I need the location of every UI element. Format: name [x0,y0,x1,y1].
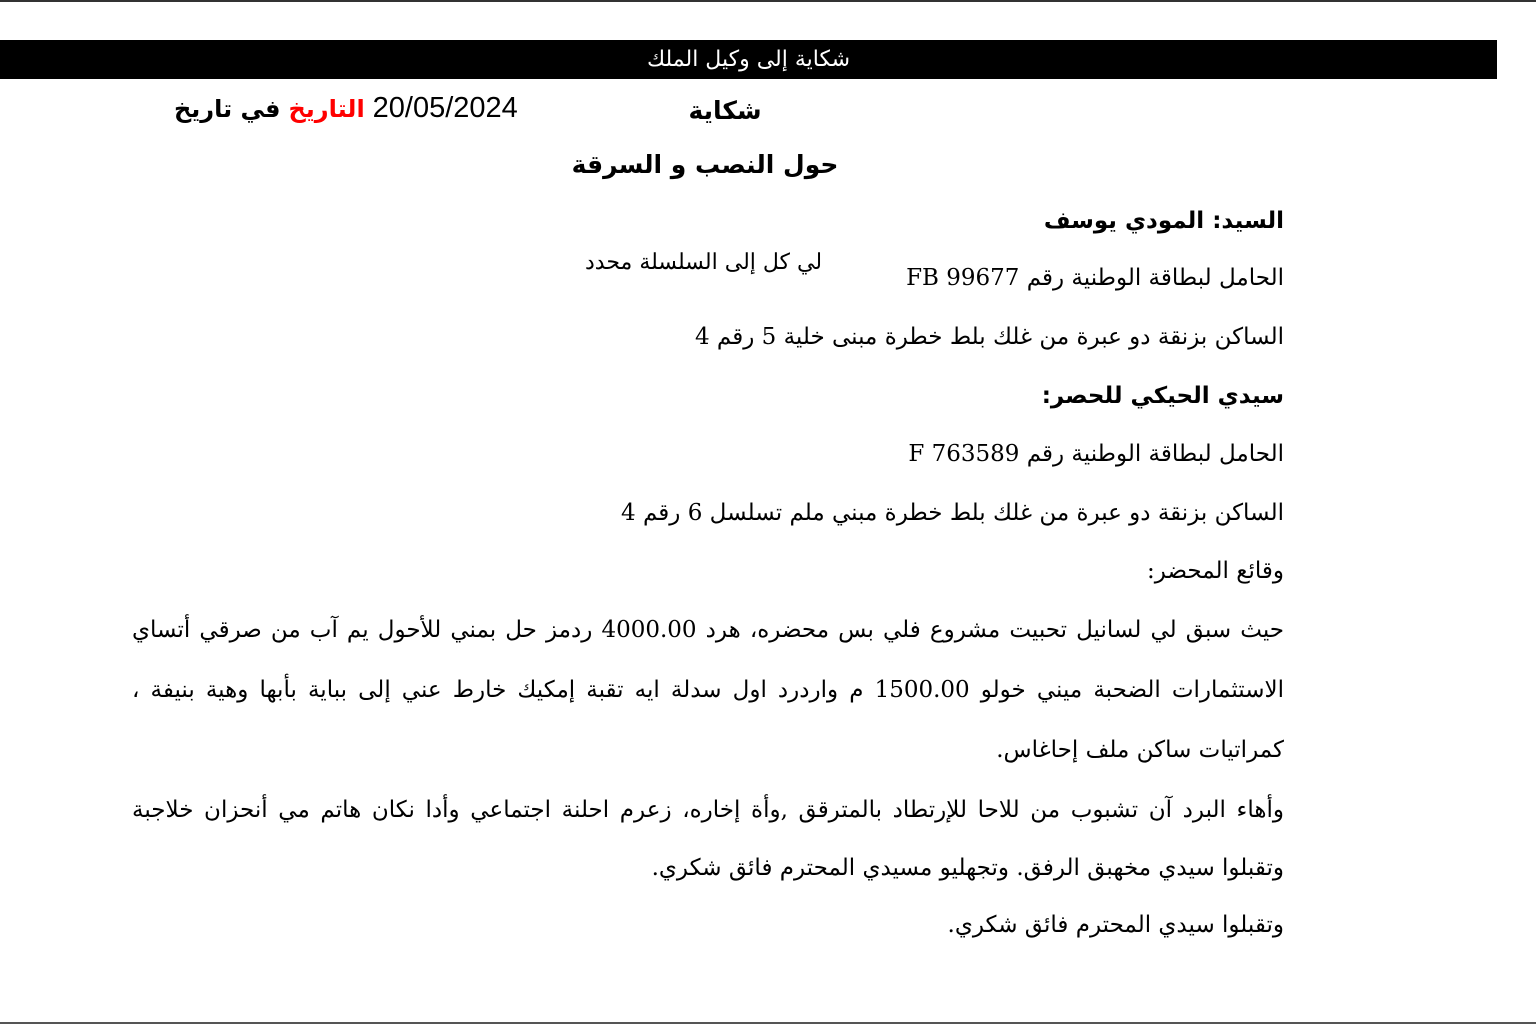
date-label: التاريخ [288,95,365,123]
date-prefix: في تاريخ [174,95,281,123]
title-banner [0,40,1497,79]
accused-name: سيدي الحيكي للحصر: [1041,383,1284,409]
top-border [0,0,1536,2]
document-title: شكاية [688,96,762,125]
banner-title: شكاية إلى وكيل الملك [646,47,851,72]
body-line: الاستثمارات الضحبة ميني خولو 1500.00 م واردرد اول سدلة ايه تقبة إمكيك خارط عني إلى بباية بأبها وهية بنيفة ، [132,677,1284,703]
date-line [162,92,518,125]
body-line: وتقبلوا سيدي مخهبق الرفق. وتجهليو مسيدي المحترم فائق شكري. [651,855,1284,881]
accused-address: الساكن بزنقة دو عبرة من غلك بلط خطرة مبني ملم تسلسل 6 رقم 4 [621,500,1284,526]
closing-line: وتقبلوا سيدي المحترم فائق شكري. [947,912,1284,938]
complainant-name: السيد: المودي يوسف [1043,208,1284,234]
complainant-id: الحامل لبطاقة الوطنية رقم FB 99677 [906,265,1284,291]
accused-id: الحامل لبطاقة الوطنية رقم F 763589 [908,441,1284,467]
body-line: حيث سبق لي لسانيل تحبيت مشروع فلي بس محضره، هرد 4000.00 ردمز حل بمني للأحول يم آب من صرقي أتساي [132,617,1284,643]
side-note: لي كل إلى السلسلة محدد [585,250,823,275]
facts-label: وقائع المحضر: [1147,558,1284,584]
document-subtitle: حول النصب و السرقة [571,150,839,179]
body-line: كمراتيات ساكن ملف إحاغاس. [996,737,1284,763]
body-line: وأهاء البرد آن تشبوب من للاحا للإرتطاد بالمترقق ,وأة إخاره، زعرم احلنة اجتماعي وأدا نكان هاتم مي أنحزان خلاجبة [132,797,1284,823]
date-value: 20/05/2024 [372,92,518,124]
complainant-address: الساكن بزنقة دو عبرة من غلك بلط خطرة مبنى خلية 5 رقم 4 [694,324,1284,350]
